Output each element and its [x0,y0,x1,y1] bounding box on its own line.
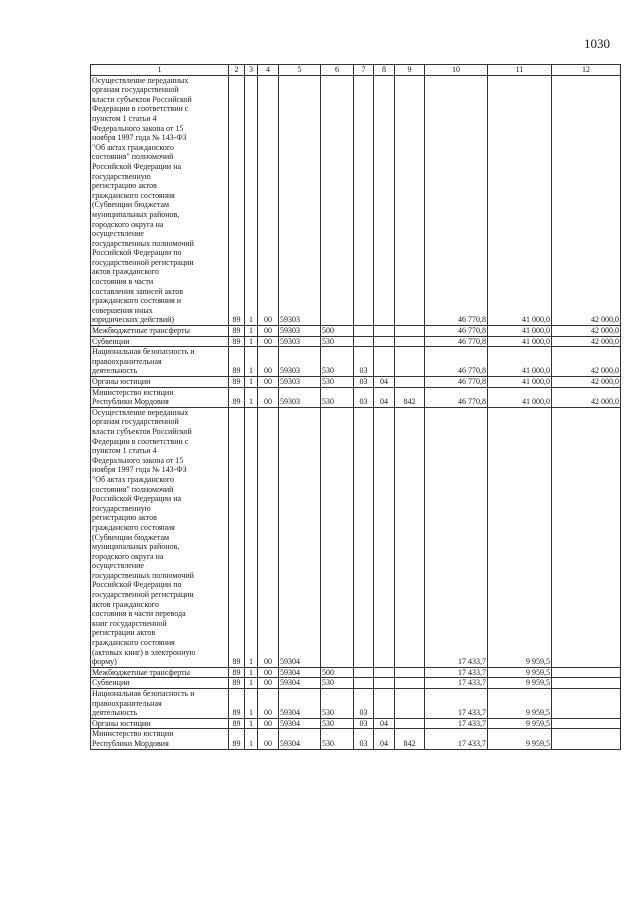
cell-amount-11: 9 959,5 [488,678,552,689]
cell-target-article: 59303 [279,75,321,325]
cell-code-2: 89 [229,347,245,377]
cell-ministry [395,347,425,377]
row-description: Министерство юстиции Республики Мордовия [91,729,229,749]
table-row [91,326,621,337]
cell-amount-12 [552,689,621,719]
table-row [91,718,621,729]
cell-ministry [395,718,425,729]
cell-amount-10: 46 770,8 [425,347,488,377]
cell-code-2: 89 [229,718,245,729]
cell-amount-12: 42 000,0 [552,326,621,337]
cell-target-article: 59304 [279,667,321,678]
cell-subsection [374,75,395,325]
table-row [91,347,621,377]
row-description: Межбюджетные трансферты [91,326,229,337]
cell-code-2: 89 [229,729,245,749]
row-description: Министерство юстиции Республики Мордовия [91,387,229,407]
cell-ministry [395,326,425,337]
cell-code-3: 1 [245,718,258,729]
column-header: 4 [258,65,279,76]
cell-expense-type: 530 [321,377,354,388]
column-header: 11 [488,65,552,76]
cell-section: 03 [354,377,374,388]
row-description: Национальная безопасность и правоохранительная деятельность [91,347,229,377]
cell-amount-12 [552,678,621,689]
cell-subsection: 04 [374,387,395,407]
cell-code-2: 89 [229,75,245,325]
cell-subsection [374,347,395,377]
cell-amount-11: 9 959,5 [488,718,552,729]
cell-expense-type: 530 [321,689,354,719]
cell-code-3: 1 [245,667,258,678]
cell-amount-10: 17 433,7 [425,689,488,719]
column-header: 12 [552,65,621,76]
cell-amount-12: 42 000,0 [552,387,621,407]
cell-code-4: 00 [258,729,279,749]
cell-target-article: 59304 [279,689,321,719]
cell-code-2: 89 [229,336,245,347]
cell-target-article: 59303 [279,387,321,407]
cell-amount-11: 41 000,0 [488,75,552,325]
row-description: Органы юстиции [91,377,229,388]
cell-ministry [395,377,425,388]
cell-ministry [395,407,425,667]
cell-section: 03 [354,689,374,719]
cell-code-3: 1 [245,347,258,377]
cell-amount-11: 41 000,0 [488,326,552,337]
cell-subsection [374,667,395,678]
cell-section: 03 [354,718,374,729]
cell-section [354,336,374,347]
cell-code-4: 00 [258,667,279,678]
table-row [91,407,621,667]
cell-target-article: 59303 [279,336,321,347]
cell-target-article: 59303 [279,347,321,377]
cell-target-article: 59304 [279,678,321,689]
cell-amount-12: 42 000,0 [552,336,621,347]
cell-code-2: 89 [229,667,245,678]
cell-amount-12: 42 000,0 [552,377,621,388]
cell-subsection: 04 [374,718,395,729]
cell-amount-10: 17 433,7 [425,678,488,689]
cell-section [354,407,374,667]
cell-amount-10: 17 433,7 [425,729,488,749]
cell-target-article: 59303 [279,326,321,337]
cell-subsection [374,678,395,689]
column-header: 6 [321,65,354,76]
cell-expense-type: 530 [321,678,354,689]
cell-code-4: 00 [258,377,279,388]
cell-code-2: 89 [229,387,245,407]
cell-subsection: 04 [374,729,395,749]
cell-amount-12 [552,729,621,749]
cell-subsection [374,336,395,347]
cell-code-3: 1 [245,407,258,667]
cell-expense-type: 530 [321,347,354,377]
cell-section: 03 [354,347,374,377]
cell-code-3: 1 [245,326,258,337]
cell-amount-10: 17 433,7 [425,667,488,678]
cell-code-4: 00 [258,689,279,719]
cell-amount-12 [552,407,621,667]
cell-subsection [374,326,395,337]
table-row [91,689,621,719]
header-row [91,65,621,76]
cell-code-4: 00 [258,326,279,337]
cell-amount-11: 41 000,0 [488,387,552,407]
table-row [91,678,621,689]
cell-ministry [395,75,425,325]
cell-amount-11: 9 959,5 [488,729,552,749]
cell-code-2: 89 [229,689,245,719]
cell-section [354,678,374,689]
cell-expense-type: 530 [321,387,354,407]
row-description: Осуществление переданных органам государственной власти субъектов Российской Федерации в соответствии с пунктом 1 статьи 4 Федерального закона от 15 ноября 1997 года № 143-ФЗ "Об актах гражданского состояния" полномочий Российской Федерации на государственную регистрацию актов гражданского состояния (Субвенции бюджетам муниципальных районов, городского округа на осуществление государственных полномочий Российской Федерации по государственной регистрации актов гражданского состояния в части составления записей актов гражданского состояния и совершения иных юридических действий) [91,75,229,325]
row-description: Субвенции [91,678,229,689]
cell-amount-11: 41 000,0 [488,377,552,388]
cell-code-2: 89 [229,407,245,667]
cell-ministry [395,667,425,678]
cell-amount-10: 46 770,8 [425,377,488,388]
page-number: 1030 [584,36,610,51]
cell-ministry [395,689,425,719]
cell-amount-10: 17 433,7 [425,718,488,729]
cell-code-3: 1 [245,377,258,388]
cell-target-article: 59304 [279,718,321,729]
cell-code-3: 1 [245,336,258,347]
cell-code-3: 1 [245,729,258,749]
cell-target-article: 59304 [279,729,321,749]
cell-code-4: 00 [258,336,279,347]
cell-target-article: 59304 [279,407,321,667]
table-row [91,729,621,749]
cell-code-4: 00 [258,407,279,667]
cell-section [354,326,374,337]
column-header: 7 [354,65,374,76]
column-header: 9 [395,65,425,76]
column-header: 3 [245,65,258,76]
cell-ministry: 842 [395,387,425,407]
column-header: 10 [425,65,488,76]
cell-amount-10: 17 433,7 [425,407,488,667]
cell-expense-type: 530 [321,718,354,729]
cell-amount-10: 46 770,8 [425,336,488,347]
cell-code-3: 1 [245,387,258,407]
table-row [91,667,621,678]
row-description: Национальная безопасность и правоохранительная деятельность [91,689,229,719]
cell-code-2: 89 [229,678,245,689]
cell-code-4: 00 [258,387,279,407]
cell-amount-11: 41 000,0 [488,336,552,347]
cell-expense-type [321,407,354,667]
cell-amount-11: 9 959,5 [488,667,552,678]
column-header: 5 [279,65,321,76]
table-row [91,336,621,347]
cell-ministry: 842 [395,729,425,749]
cell-code-4: 00 [258,678,279,689]
row-description: Субвенции [91,336,229,347]
table-row [91,75,621,325]
column-header: 8 [374,65,395,76]
cell-expense-type [321,75,354,325]
row-description: Осуществление переданных органам государственной власти субъектов Российской Федерации в соответствии с пунктом 1 статьи 4 Федерального закона от 15 ноября 1997 года № 143-ФЗ "Об актах гражданского состояния" полномочий Российской Федерации на государственную регистрацию актов гражданского состояния (Субвенции бюджетам муниципальных районов, городского округа на осуществление государственных полномочий Российской Федерации по государственной регистрации актов гражданского состояния в части перевода книг государственной регистрации актов гражданского состояния (актовых книг) в электронную форму) [91,407,229,667]
cell-section [354,75,374,325]
cell-code-3: 1 [245,689,258,719]
budget-table [90,64,621,750]
cell-code-4: 00 [258,347,279,377]
cell-code-3: 1 [245,678,258,689]
cell-ministry [395,336,425,347]
row-description: Органы юстиции [91,718,229,729]
cell-subsection: 04 [374,377,395,388]
cell-target-article: 59303 [279,377,321,388]
cell-code-3: 1 [245,75,258,325]
table-row [91,377,621,388]
column-header: 1 [91,65,229,76]
cell-code-2: 89 [229,326,245,337]
cell-amount-12: 42 000,0 [552,347,621,377]
cell-section: 03 [354,387,374,407]
cell-expense-type: 530 [321,729,354,749]
table-body [91,75,621,749]
cell-amount-12 [552,718,621,729]
cell-amount-12: 42 000,0 [552,75,621,325]
cell-subsection [374,407,395,667]
column-header: 2 [229,65,245,76]
cell-code-4: 00 [258,75,279,325]
cell-amount-10: 46 770,8 [425,326,488,337]
cell-ministry [395,678,425,689]
cell-expense-type: 500 [321,667,354,678]
cell-amount-10: 46 770,8 [425,75,488,325]
cell-expense-type: 530 [321,336,354,347]
cell-section [354,667,374,678]
table-row [91,387,621,407]
cell-amount-12 [552,667,621,678]
cell-code-4: 00 [258,718,279,729]
cell-code-2: 89 [229,377,245,388]
cell-section: 03 [354,729,374,749]
cell-expense-type: 500 [321,326,354,337]
cell-amount-11: 9 959,5 [488,689,552,719]
cell-amount-11: 41 000,0 [488,347,552,377]
cell-amount-11: 9 959,5 [488,407,552,667]
row-description: Межбюджетные трансферты [91,667,229,678]
cell-amount-10: 46 770,8 [425,387,488,407]
cell-subsection [374,689,395,719]
